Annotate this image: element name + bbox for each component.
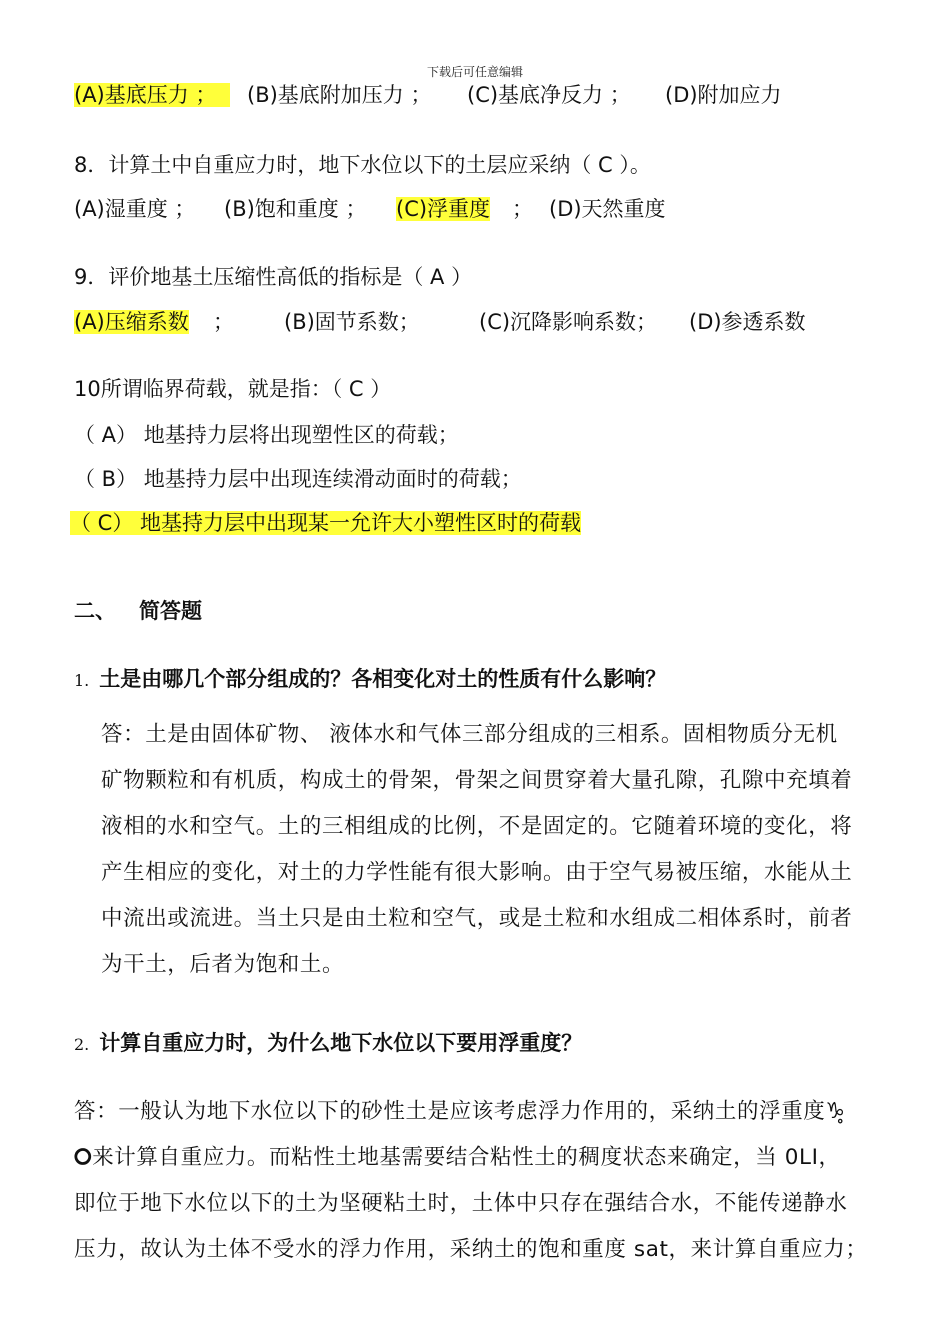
q8-option-d: (D)天然重度 xyxy=(549,197,666,221)
q8-option-a: (A)湿重度 ； xyxy=(74,197,196,221)
q7-option-a-highlight: (A)基底压力 ； xyxy=(74,83,217,107)
q9-question: 9．评价地基土压缩性高低的指标是（ A ） xyxy=(74,265,473,289)
sq2-answer-line-4: 压力，故认为土体不受水的浮力作用，采纳土的饱和重度 sat，来计算自重应力； xyxy=(74,1237,868,1262)
q8-option-c-separator: ； xyxy=(512,197,533,221)
q8-question: 8．计算土中自重应力时，地下水位以下的土层应采纳（ C ）。 xyxy=(74,153,651,177)
q10-option-b: （ B） 地基持力层中出现连续滑动面时的荷载； xyxy=(74,467,522,491)
q9-option-a-highlight: (A)压缩系数 xyxy=(74,310,189,334)
sq1-number: 1. xyxy=(74,671,90,690)
gamma-prime-symbol: ♑̥ xyxy=(825,1099,847,1124)
sq1-heading xyxy=(74,669,666,690)
q10-option-a: （ A） 地基持力层将出现塑性区的荷载； xyxy=(74,423,459,447)
q7-option-d: (D)附加应力 xyxy=(665,83,782,107)
q9-option-a xyxy=(74,312,189,333)
q9-option-b: (B)固节系数； xyxy=(284,310,420,334)
q8-option-c xyxy=(396,199,490,220)
q9-option-c: (C)沉降影响系数； xyxy=(479,310,658,334)
sq2-answer-line-3: 即位于地下水位以下的土为坚硬粘土时，土体中只存在强结合水，不能传递静水 xyxy=(74,1191,848,1216)
q9-option-d: (D)参透系数 xyxy=(689,310,806,334)
q7-option-a xyxy=(74,85,230,106)
sq2-question: 计算自重应力时，为什么地下水位以下要用浮重度？ xyxy=(99,1031,583,1055)
section-number: 二、 xyxy=(74,599,116,623)
sq1-answer-line-1: 答：土是由固体矿物、 液体水和气体三部分组成的三相系。固相物质分无机 xyxy=(101,722,838,747)
q7-option-b: (B)基底附加压力 ； xyxy=(247,83,432,107)
page-header: 下载后可任意编辑 xyxy=(426,65,523,79)
sq1-answer-line-6: 为干土，后者为饱和土。 xyxy=(101,952,345,977)
q8-option-b: (B)饱和重度 ； xyxy=(224,197,367,221)
sq2-answer-line-1-text: 答：一般认为地下水位以下的砂性土是应该考虑浮力作用的，采纳土的浮重度 xyxy=(74,1099,826,1124)
section-title: 简答题 xyxy=(139,599,202,623)
sq1-answer-line-4: 产生相应的变化，对土的力学性能有很大影响。由于空气易被压缩，水能从土 xyxy=(101,860,853,885)
sq1-answer-line-5: 中流出或流进。当土只是由土粒和空气，或是土粒和水组成二相体系时，前者 xyxy=(101,906,853,931)
sq2-answer-line-1 xyxy=(74,1101,846,1123)
q8-option-c-highlight: (C)浮重度 xyxy=(396,197,491,221)
q9-option-a-separator: ； xyxy=(213,310,234,334)
circle-symbol: ⭘ xyxy=(74,1145,93,1170)
sq1-answer-line-3: 液相的水和空气。土的三相组成的比例，不是固定的。它随着环境的变化，将 xyxy=(101,814,853,839)
q7-option-c: (C)基底净反力 ； xyxy=(467,83,631,107)
sq2-answer-line-2-text: 来计算自重应力。而粘性土地基需要结合粘性土的稠度状态来确定，当 0LI， xyxy=(92,1145,841,1170)
sq1-question: 土是由哪几个部分组成的？各相变化对土的性质有什么影响？ xyxy=(99,667,667,691)
sq2-answer-line-2 xyxy=(74,1147,841,1169)
sq2-heading xyxy=(74,1033,582,1054)
q10-question: 10所谓临界荷载，就是指：（ C ） xyxy=(74,377,392,401)
q10-option-c xyxy=(70,513,581,534)
sq2-number: 2. xyxy=(74,1035,90,1054)
q10-option-c-highlight: （ C） 地基持力层中出现某一允许大小塑性区时的荷载 xyxy=(70,511,582,535)
sq1-answer-line-2: 矿物颗粒和有机质，构成土的骨架，骨架之间贯穿着大量孔隙，孔隙中充填着 xyxy=(101,768,853,793)
